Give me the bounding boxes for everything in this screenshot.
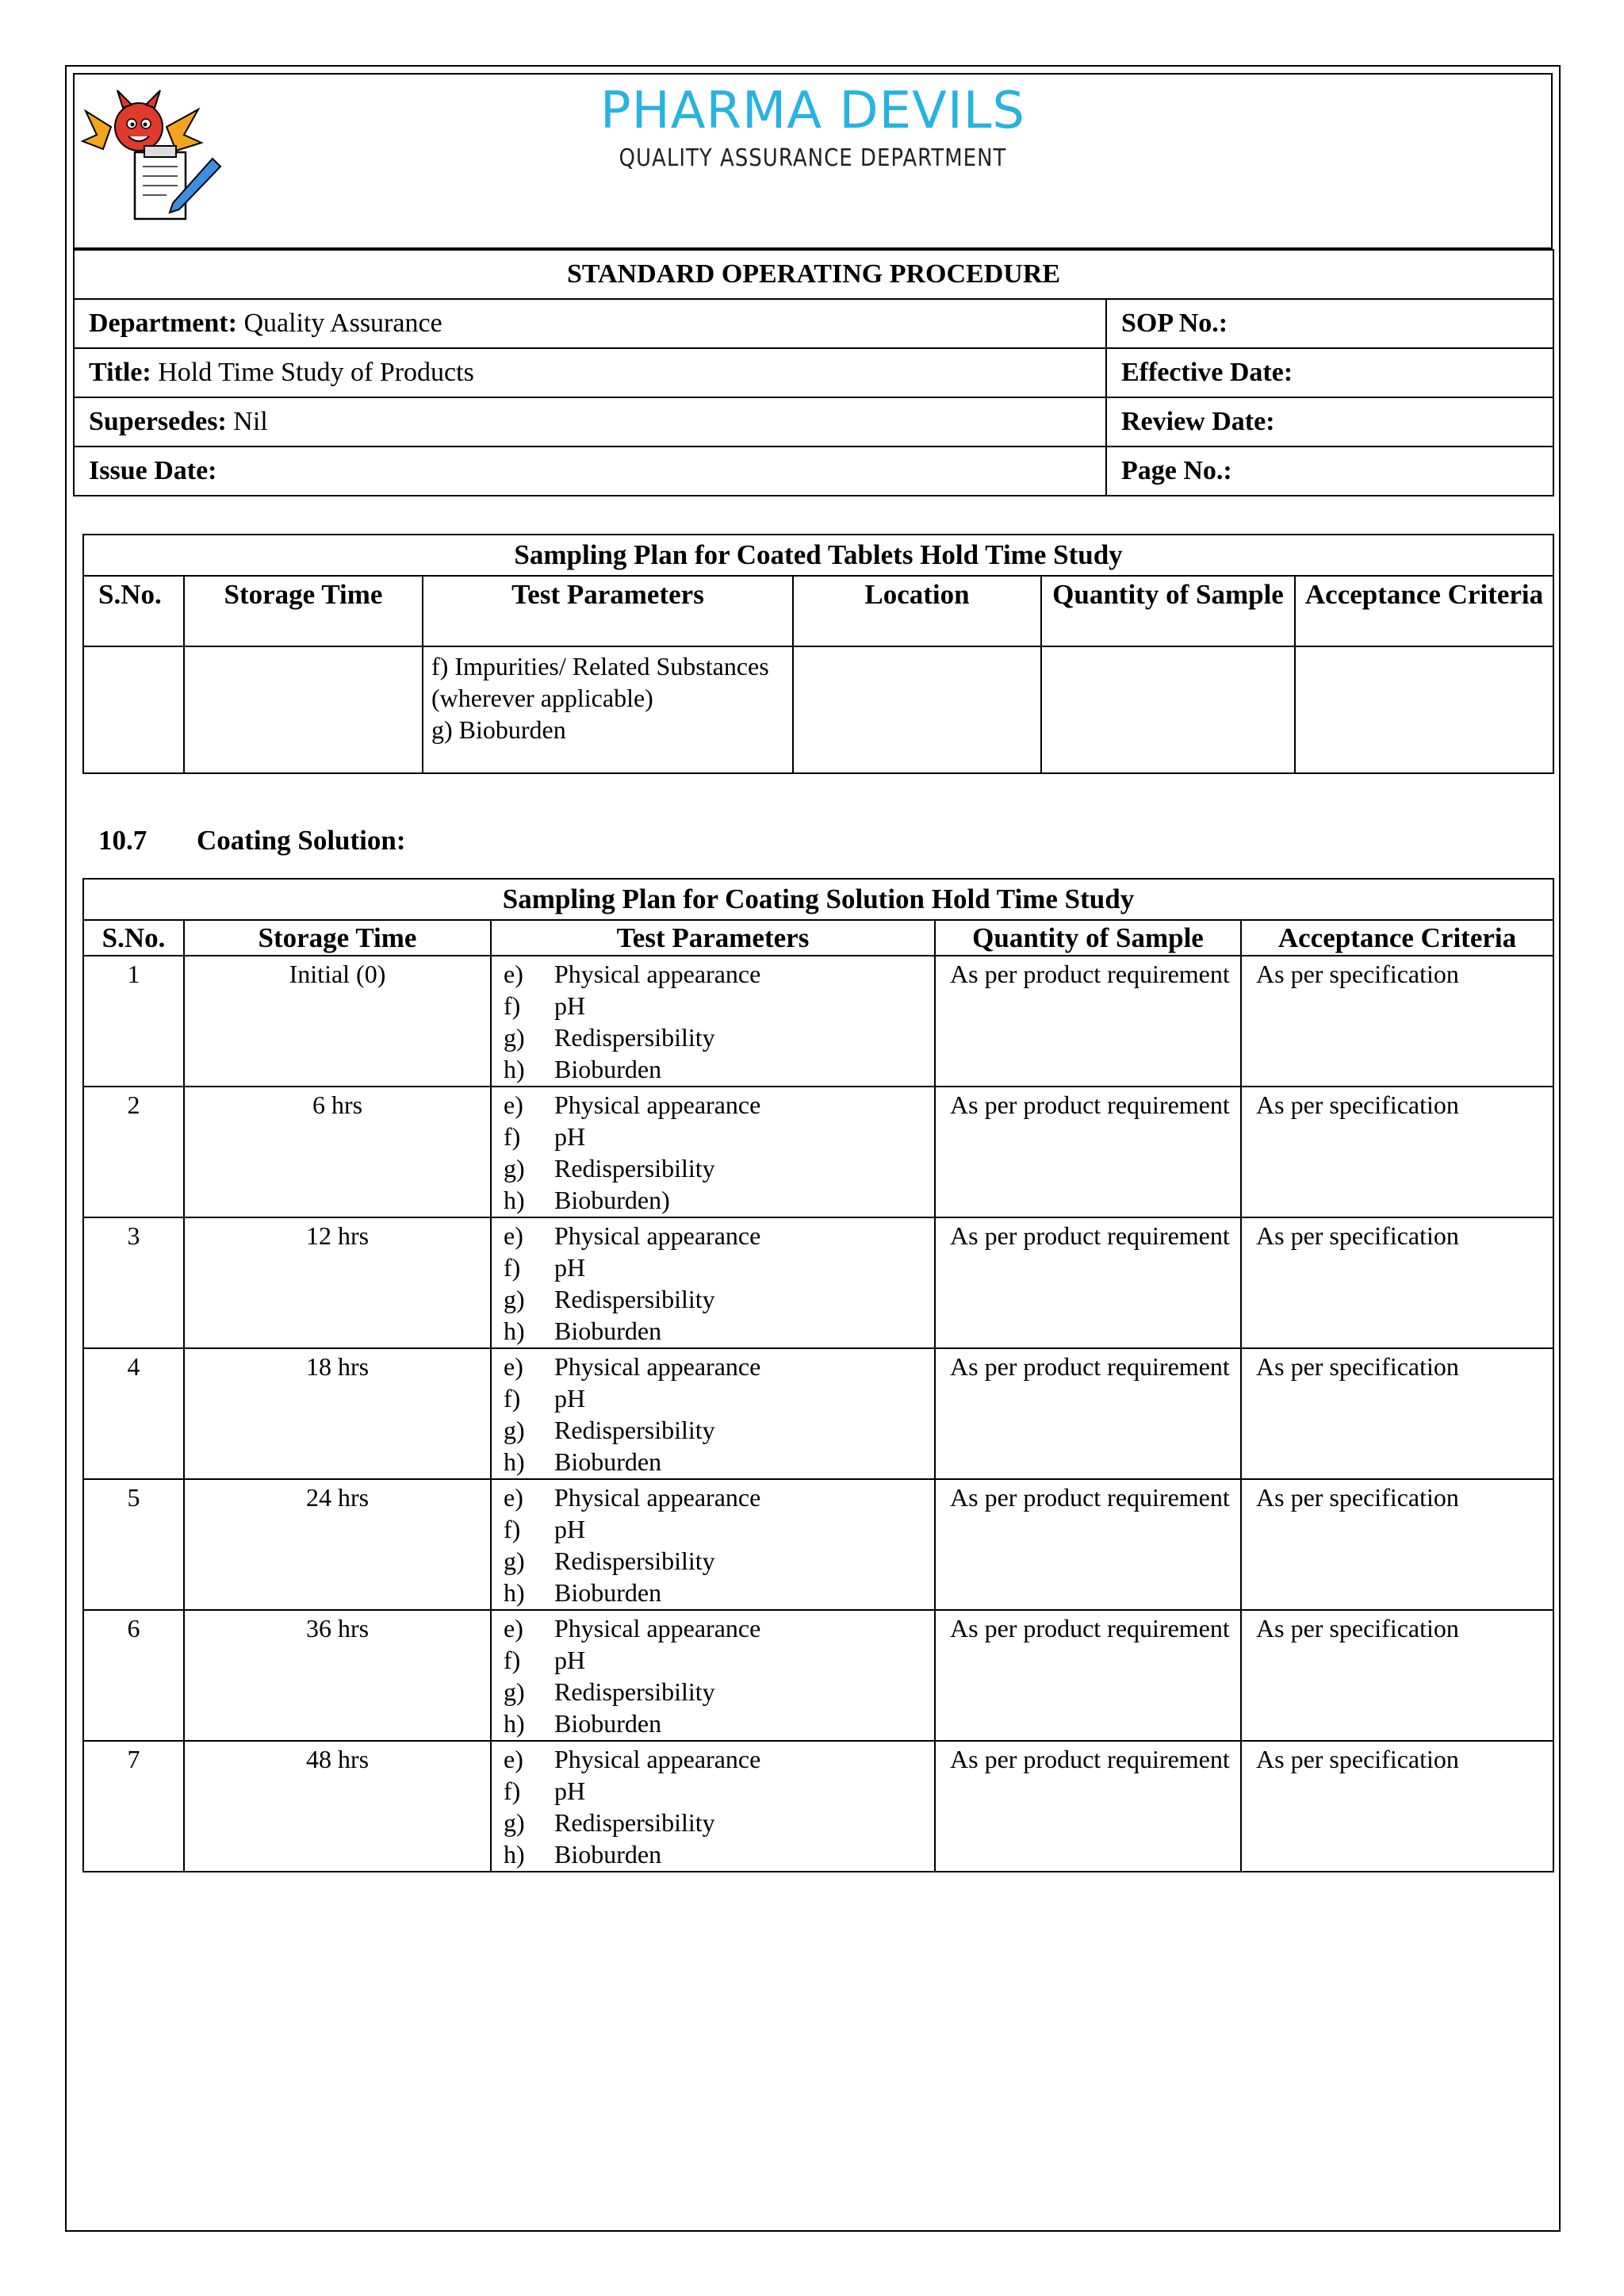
quantity-cell: As per product requirement <box>935 1610 1241 1741</box>
parameter-marker: g) <box>504 1416 525 1444</box>
parameter-marker: e) <box>504 1352 523 1381</box>
parameter-item <box>504 1283 933 1315</box>
parameter-marker: g) <box>504 1808 525 1837</box>
table-row <box>83 956 1553 1087</box>
parameter-marker: f) <box>504 1253 521 1282</box>
quantity-cell: As per product requirement <box>935 1217 1241 1348</box>
parameter-text: pH <box>554 1122 586 1151</box>
parameter-text: Physical appearance <box>554 1352 761 1381</box>
acceptance-criteria-cell: As per specification <box>1241 1479 1553 1610</box>
parameter-marker: f) <box>504 1122 521 1151</box>
parameter-item: g) Bioburden <box>431 715 566 744</box>
title-cell <box>74 348 1106 397</box>
parameter-text: Bioburden <box>554 1447 662 1476</box>
title-value: Hold Time Study of Products <box>151 358 474 387</box>
parameter-marker: e) <box>504 960 523 988</box>
parameter-item <box>504 1644 933 1676</box>
table-cell <box>1295 646 1553 773</box>
supersedes-cell <box>74 397 1106 447</box>
parameter-marker: h) <box>504 1709 525 1738</box>
table-caption: Sampling Plan for Coating Solution Hold Time Study <box>83 879 1553 920</box>
parameter-marker: h) <box>504 1055 525 1083</box>
column-header: S.No. <box>83 920 184 956</box>
acceptance-criteria-cell: As per specification <box>1241 1610 1553 1741</box>
table-cell <box>83 646 184 773</box>
parameter-text: Redispersibility <box>554 1547 715 1575</box>
parameter-text: Bioburden <box>554 1055 662 1083</box>
parameter-marker: g) <box>504 1154 525 1182</box>
parameter-item <box>504 1775 933 1807</box>
parameter-marker: f) <box>504 1777 521 1805</box>
supersedes-value: Nil <box>226 407 268 436</box>
parameter-item <box>504 1807 933 1838</box>
table-cell <box>1041 646 1295 773</box>
supersedes-label: Supersedes: <box>89 407 227 436</box>
parameter-item <box>504 1743 933 1775</box>
parameter-item <box>504 1838 933 1870</box>
storage-time-cell: 24 hrs <box>184 1479 491 1610</box>
column-header: Test Parameters <box>491 920 935 956</box>
quantity-cell: As per product requirement <box>935 1348 1241 1479</box>
quantity-cell: As per product requirement <box>935 1479 1241 1610</box>
table-row <box>83 1217 1553 1348</box>
test-parameters-cell <box>491 1479 935 1610</box>
parameter-item <box>504 1513 933 1545</box>
column-header: Storage Time <box>184 920 491 956</box>
table-cell <box>793 646 1041 773</box>
parameter-item <box>504 1481 933 1513</box>
issue-date-label: Issue Date: <box>74 447 1106 496</box>
brand-name: PHARMA DEVILS <box>600 82 1025 140</box>
column-header: S.No. <box>83 576 184 646</box>
parameter-list <box>492 1612 933 1739</box>
parameter-item <box>504 1121 933 1152</box>
parameter-text: Physical appearance <box>554 1483 761 1512</box>
effective-date-label: Effective Date: <box>1106 348 1553 397</box>
parameter-item <box>504 1446 933 1478</box>
serial-number-cell: 4 <box>83 1348 184 1479</box>
serial-number-cell: 2 <box>83 1087 184 1217</box>
parameter-marker: f) <box>504 1646 521 1674</box>
parameter-marker: e) <box>504 1221 523 1250</box>
storage-time-cell: 48 hrs <box>184 1741 491 1872</box>
page-number-label: Page No.: <box>1106 447 1553 496</box>
parameter-text: pH <box>554 1253 586 1282</box>
parameter-marker: g) <box>504 1677 525 1706</box>
coated-tablets-sampling-table <box>82 534 1554 774</box>
serial-number-cell: 1 <box>83 956 184 1087</box>
parameter-marker: g) <box>504 1547 525 1575</box>
parameter-marker: e) <box>504 1483 523 1512</box>
table-row <box>83 646 1553 773</box>
column-header: Storage Time <box>184 576 423 646</box>
parameter-list <box>492 1351 933 1478</box>
parameter-text: Redispersibility <box>554 1808 715 1837</box>
parameter-list <box>492 1743 933 1870</box>
parameter-item <box>504 990 933 1022</box>
serial-number-cell: 3 <box>83 1217 184 1348</box>
parameter-list <box>492 1481 933 1608</box>
parameter-item <box>504 1089 933 1121</box>
parameter-text: Bioburden <box>554 1578 662 1607</box>
document-header <box>73 73 1553 249</box>
storage-time-cell: 6 hrs <box>184 1087 491 1217</box>
parameter-item <box>504 1676 933 1708</box>
parameter-text: Bioburden) <box>554 1186 670 1214</box>
parameter-marker: f) <box>504 1384 521 1412</box>
brand-block <box>75 81 1551 171</box>
parameter-text: pH <box>554 1515 586 1543</box>
parameter-item <box>504 958 933 990</box>
serial-number-cell: 5 <box>83 1479 184 1610</box>
parameter-list <box>492 1089 933 1216</box>
storage-time-cell: 36 hrs <box>184 1610 491 1741</box>
parameter-item <box>504 1053 933 1085</box>
parameter-item: f) Impurities/ Related Substances (wherever applicable) <box>431 652 769 712</box>
parameter-marker: f) <box>504 1515 521 1543</box>
acceptance-criteria-cell: As per specification <box>1241 1348 1553 1479</box>
acceptance-criteria-cell: As per specification <box>1241 1217 1553 1348</box>
parameter-item <box>504 1152 933 1184</box>
storage-time-cell: 12 hrs <box>184 1217 491 1348</box>
parameter-list <box>492 958 933 1085</box>
acceptance-criteria-cell: As per specification <box>1241 1087 1553 1217</box>
quantity-cell: As per product requirement <box>935 1741 1241 1872</box>
parameter-text: Bioburden <box>554 1840 662 1869</box>
parameter-text: Redispersibility <box>554 1023 715 1052</box>
parameter-text: Physical appearance <box>554 1091 761 1119</box>
parameter-text: Physical appearance <box>554 1745 761 1773</box>
acceptance-criteria-cell: As per specification <box>1241 1741 1553 1872</box>
parameter-marker: f) <box>504 991 521 1020</box>
quantity-cell: As per product requirement <box>935 956 1241 1087</box>
test-parameters-cell <box>491 1217 935 1348</box>
coating-solution-sampling-table <box>82 878 1554 1872</box>
test-parameters-cell <box>491 1348 935 1479</box>
section-heading <box>98 825 406 857</box>
column-header: Acceptance Criteria <box>1241 920 1553 956</box>
table-row <box>83 1348 1553 1479</box>
column-header: Location <box>793 576 1041 646</box>
column-header: Quantity of Sample <box>1041 576 1295 646</box>
test-parameters-cell <box>491 956 935 1087</box>
brand-subtitle: QUALITY ASSURANCE DEPARTMENT <box>619 144 1007 173</box>
sop-info-table <box>73 249 1554 496</box>
parameter-marker: e) <box>504 1745 523 1773</box>
column-header: Test Parameters <box>423 576 793 646</box>
serial-number-cell: 7 <box>83 1741 184 1872</box>
storage-time-cell: Initial (0) <box>184 956 491 1087</box>
test-parameters-cell <box>491 1741 935 1872</box>
storage-time-cell: 18 hrs <box>184 1348 491 1479</box>
section-title: Coating Solution: <box>197 825 406 856</box>
test-parameters-cell <box>491 1610 935 1741</box>
sop-title: STANDARD OPERATING PROCEDURE <box>74 250 1553 299</box>
parameter-item <box>504 1612 933 1644</box>
department-label: Department: <box>89 309 237 338</box>
test-parameters-cell <box>491 1087 935 1217</box>
table-row <box>83 1087 1553 1217</box>
parameter-text: pH <box>554 1384 586 1412</box>
parameter-item <box>504 1382 933 1414</box>
section-number: 10.7 <box>98 825 147 856</box>
table-row <box>83 1741 1553 1872</box>
acceptance-criteria-cell: As per specification <box>1241 956 1553 1087</box>
parameter-item <box>504 1315 933 1347</box>
parameter-text: Physical appearance <box>554 960 761 988</box>
parameter-text: Physical appearance <box>554 1221 761 1250</box>
parameter-text: Bioburden <box>554 1317 662 1345</box>
parameter-item <box>504 1351 933 1382</box>
parameter-text: Redispersibility <box>554 1677 715 1706</box>
parameter-text: Redispersibility <box>554 1154 715 1182</box>
parameter-item <box>504 1251 933 1283</box>
parameter-marker: e) <box>504 1091 523 1119</box>
parameter-list <box>492 1220 933 1347</box>
table-row <box>83 1479 1553 1610</box>
parameter-text: Redispersibility <box>554 1285 715 1313</box>
column-header: Acceptance Criteria <box>1295 576 1553 646</box>
parameter-text: pH <box>554 1777 586 1805</box>
quantity-cell: As per product requirement <box>935 1087 1241 1217</box>
parameter-item <box>504 1220 933 1251</box>
parameter-text: Physical appearance <box>554 1614 761 1642</box>
parameter-text: Bioburden <box>554 1709 662 1738</box>
parameter-marker: h) <box>504 1186 525 1214</box>
parameter-marker: h) <box>504 1447 525 1476</box>
serial-number-cell: 6 <box>83 1610 184 1741</box>
table-caption: Sampling Plan for Coated Tablets Hold Time Study <box>83 535 1553 576</box>
parameter-marker: g) <box>504 1285 525 1313</box>
parameter-item <box>504 1708 933 1739</box>
parameter-item <box>504 1184 933 1216</box>
parameter-item <box>504 1414 933 1446</box>
table-row <box>83 1610 1553 1741</box>
department-cell <box>74 299 1106 348</box>
parameter-marker: h) <box>504 1317 525 1345</box>
parameter-marker: h) <box>504 1840 525 1869</box>
parameter-item <box>504 1577 933 1608</box>
table-cell <box>184 646 423 773</box>
test-parameters-cell <box>423 646 793 773</box>
parameter-marker: h) <box>504 1578 525 1607</box>
parameter-item <box>504 1022 933 1053</box>
parameter-text: Redispersibility <box>554 1416 715 1444</box>
department-value: Quality Assurance <box>236 309 442 338</box>
parameter-text: pH <box>554 1646 586 1674</box>
parameter-marker: e) <box>504 1614 523 1642</box>
review-date-label: Review Date: <box>1106 397 1553 447</box>
title-label: Title: <box>89 358 151 387</box>
parameter-text: pH <box>554 991 586 1020</box>
parameter-marker: g) <box>504 1023 525 1052</box>
column-header: Quantity of Sample <box>935 920 1241 956</box>
parameter-item <box>504 1545 933 1577</box>
sop-number-label: SOP No.: <box>1106 299 1553 348</box>
